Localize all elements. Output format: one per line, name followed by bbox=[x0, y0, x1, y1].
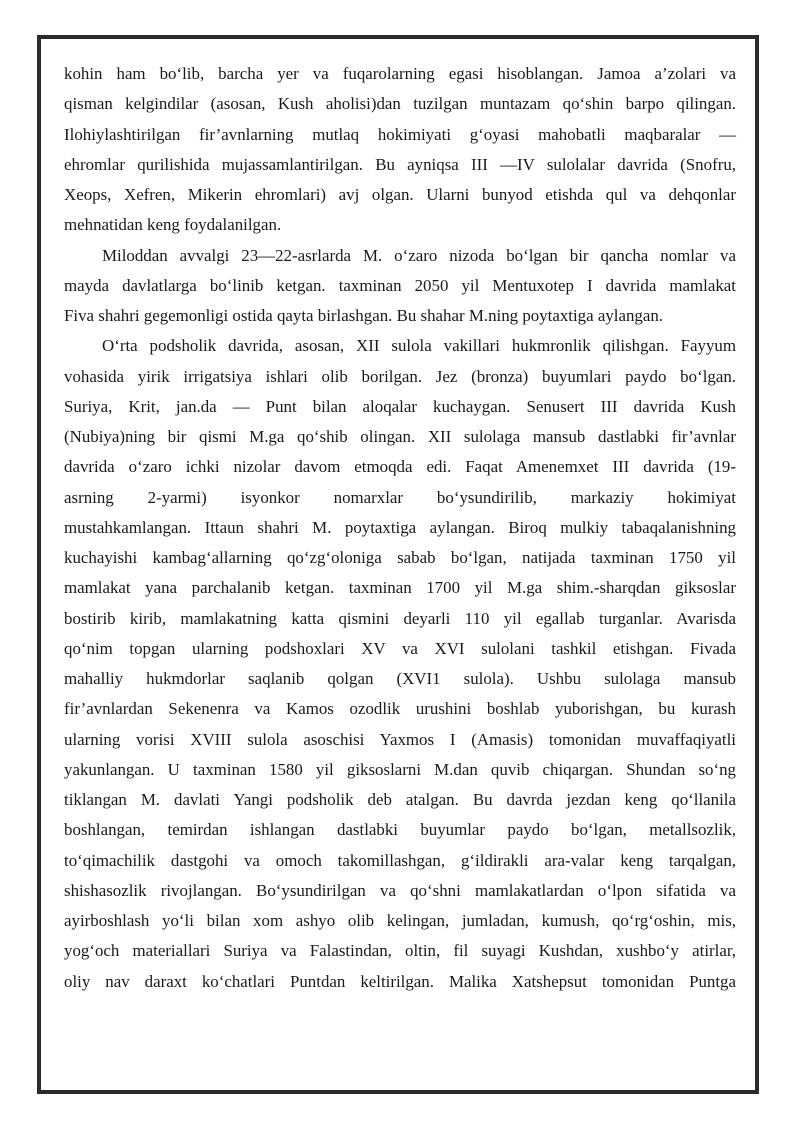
text-line: mustahkamlangan. Ittaun shahri M. poytaxtiga aylangan. Biroq mulkiy tabaqalanishning bbox=[64, 517, 736, 537]
document-body bbox=[64, 59, 736, 997]
paragraph-1 bbox=[64, 59, 736, 241]
text-line: O‘rta podsholik davrida, asosan, XII sulola vakillari hukmronlik qilishgan. Fayyum bbox=[102, 336, 736, 356]
text-line: ehromlar qurilishida mujassamlantirilgan. Bu ayniqsa III —IV sulolalar davrida (Snofru, bbox=[64, 154, 736, 174]
text-line: qo‘nim topgan ularning podshoxlari XV va XVI sulolani tashkil etishgan. Fivada bbox=[64, 638, 736, 658]
text-line: boshlangan, temirdan ishlangan dastlabki buyumlar paydo bo‘lgan, metallsozlik, bbox=[64, 820, 736, 840]
text-line: kuchayishi kambag‘allarning qo‘zg‘oloniga sabab bo‘lgan, natijada taxminan 1750 yil bbox=[64, 548, 736, 567]
text-line: mamlakat yana parchalanib ketgan. taxminan 1700 yil M.ga shim.-sharqdan giksoslar bbox=[64, 578, 736, 598]
text-line: kohin ham bo‘lib, barcha yer va fuqarolarning egasi hisoblangan. Jamoa a’zolari va bbox=[64, 64, 736, 83]
text-line: yog‘och materiallari Suriya va Falastindan, oltin, fil suyagi Kushdan, xushbo‘y atirlar, bbox=[64, 941, 736, 961]
paragraph-3 bbox=[64, 331, 736, 997]
text-line: bostirib kirib, mamlakatning katta qismini deyarli 110 yil egallab turganlar. Avarisda bbox=[64, 608, 736, 628]
text-line: mayda davlatlarga bo‘linib ketgan. taxminan 2050 yil Mentuxotep I davrida mamlakat bbox=[64, 275, 736, 295]
text-line: Ilohiylashtirilgan fir’avnlarning mutlaq hokimiyati g‘oyasi mahobatli maqbaralar — bbox=[64, 124, 736, 144]
text-line: vohasida yirik irrigatsiya ishlari olib borilgan. Jez (bronza) buyumlari paydo bo‘lgan. bbox=[64, 366, 736, 386]
text-line: ularning vorisi XVIII sulola asoschisi Yaxmos I (Amasis) tomonidan muvaffaqiyatli bbox=[64, 729, 736, 749]
text-line: Xeops, Xefren, Mikerin ehromlari) avj olgan. Ularni bunyod etishda qul va dehqonlar bbox=[64, 185, 736, 204]
text-line: qisman kelgindilar (asosan, Kush aholisi)dan tuzilgan muntazam qo‘shin barpo qilingan. bbox=[64, 94, 736, 114]
text-line: oliy nav daraxt ko‘chatlari Puntdan keltirilgan. Malika Xatshepsut tomonidan Puntga bbox=[64, 971, 736, 991]
text-line: Suriya, Krit, jan.da — Punt bilan aloqalar kuchaygan. Senusert III davrida Kush bbox=[64, 396, 736, 416]
text-line: Fiva shahri gegemonligi ostida qayta birlashgan. Bu shahar M.ning poytaxtiga aylangan. bbox=[64, 306, 664, 325]
text-line: mehnatidan keng foydalanilgan. bbox=[64, 215, 282, 235]
text-line: Miloddan avvalgi 23—22-asrlarda M. o‘zaro nizoda bo‘lgan bir qancha nomlar va bbox=[102, 245, 736, 265]
text-line: tiklangan M. davlati Yangi podsholik deb atalgan. Bu davrda jezdan keng qo‘llanila bbox=[64, 790, 736, 809]
text-line: yakunlangan. U taxminan 1580 yil giksoslarni M.dan quvib chiqargan. Shundan so‘ng bbox=[64, 759, 736, 779]
text-line: to‘qimachilik dastgohi va omoch takomillashgan, g‘ildirakli ara-valar keng tarqalgan, bbox=[64, 850, 736, 870]
text-line: asrning 2-yarmi) isyonkor nomarxlar bo‘ysundirilib, markaziy hokimiyat bbox=[64, 487, 736, 507]
text-line: davrida o‘zaro ichki nizolar davom etmoqda edi. Faqat Amenemxet III davrida (19- bbox=[64, 457, 736, 477]
text-line: fir’avnlardan Sekenenra va Kamos ozodlik urushini boshlab yuborishgan, bu kurash bbox=[64, 699, 736, 719]
text-line: mahalliy hukmdorlar saqlanib qolgan (XVI1 sulola). Ushbu sulolaga mansub bbox=[64, 669, 736, 688]
text-line: ayirboshlash yo‘li bilan xom ashyo olib kelingan, jumladan, kumush, qo‘rg‘oshin, mis, bbox=[64, 911, 736, 930]
text-line: shishasozlik rivojlangan. Bo‘ysundirilgan va qo‘shni mamlakatlardan o‘lpon sifatida va bbox=[64, 880, 736, 900]
paragraph-2 bbox=[64, 241, 736, 332]
text-line: (Nubiya)ning bir qismi M.ga qo‘shib olingan. XII sulolaga mansub dastlabki fir’avnlar bbox=[64, 427, 736, 446]
